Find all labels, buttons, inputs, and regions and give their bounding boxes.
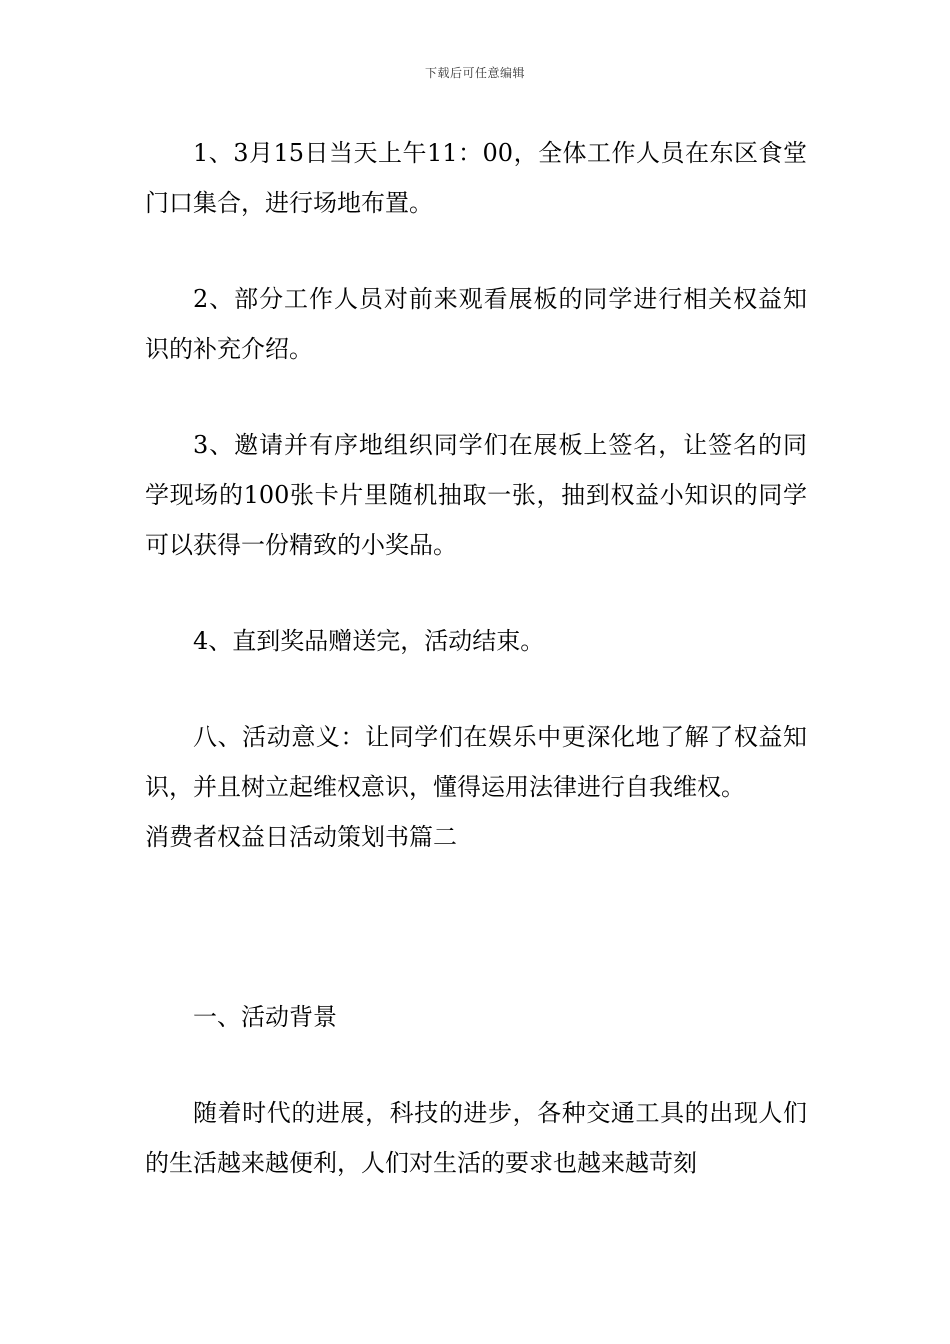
- paragraph-step-2: 2、部分工作人员对前来观看展板的同学进行相关权益知识的补充介绍。: [145, 285, 807, 363]
- paragraph-background: 随着时代的进展，科技的进步，各种交通工具的出现人们的生活越来越便利，人们对生活的要求也越来越苛刻: [145, 1099, 807, 1177]
- subheading-background: 一、活动背景: [193, 1003, 337, 1031]
- paragraph-step-1: 1、3月15日当天上午11：00，全体工作人员在东区食堂门口集合，进行场地布置。: [145, 139, 807, 217]
- page-header: 下载后可任意编辑: [424, 66, 525, 80]
- section-title: 消费者权益日活动策划书篇二: [145, 823, 457, 851]
- paragraph-step-4: 4、直到奖品赠送完，活动结束。: [193, 627, 545, 655]
- paragraph-significance: 八、活动意义：让同学们在娱乐中更深化地了解了权益知识，并且树立起维权意识，懂得运用法律进行自我维权。: [145, 723, 807, 801]
- paragraph-step-3: 3、邀请并有序地组织同学们在展板上签名，让签名的同学现场的100张卡片里随机抽取一张，抽到权益小知识的同学可以获得一份精致的小奖品。: [145, 431, 807, 559]
- document-body: [145, 128, 807, 1188]
